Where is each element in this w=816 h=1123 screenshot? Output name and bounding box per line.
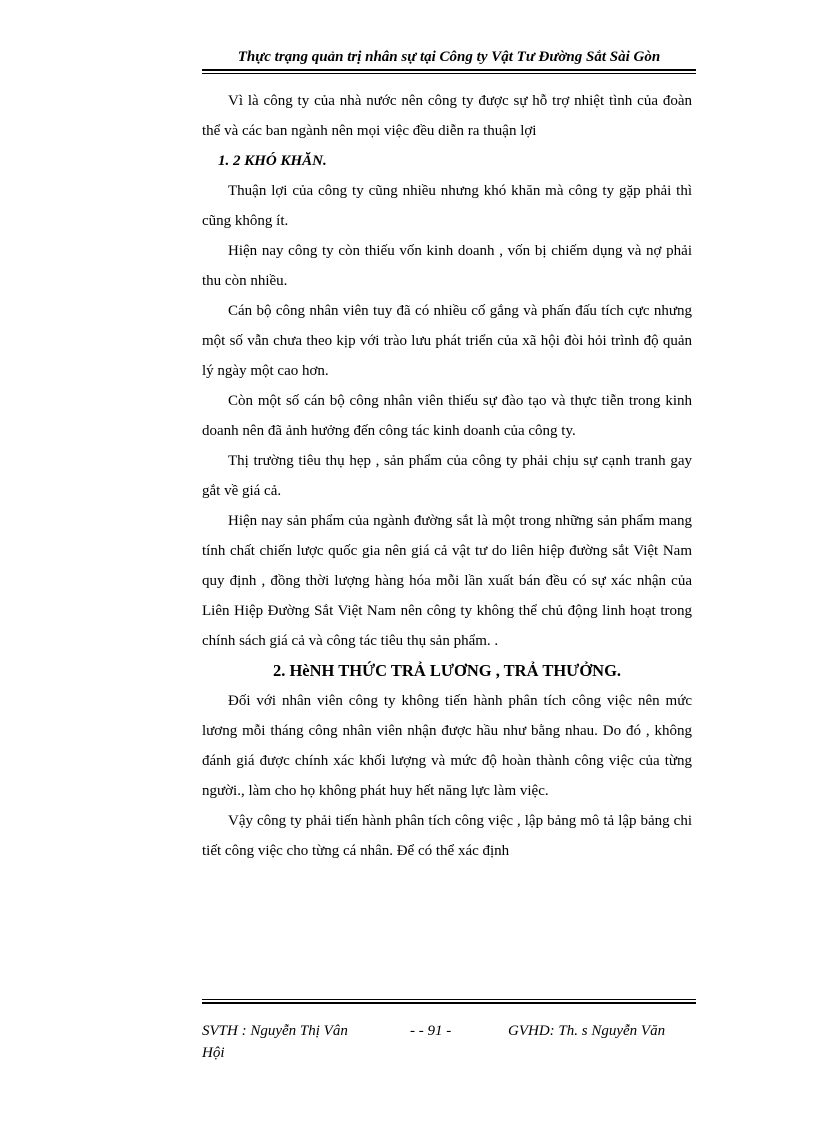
paragraph: Thuận lợi của công ty cũng nhiều nhưng khó khăn mà công ty gặp phải thì cũng không ít. bbox=[202, 183, 692, 229]
paragraph: Còn một số cán bộ công nhân viên thiếu sự đào tạo và thực tiễn trong kinh doanh nên đã ảnh hưởng đến công tác kinh doanh của công ty. bbox=[202, 393, 692, 439]
paragraph: Vậy công ty phải tiến hành phân tích công việc , lập bảng mô tả lập bảng chi tiết công việc cho từng cá nhân. Để có thể xác định bbox=[202, 813, 692, 859]
paragraph: Thị trường tiêu thụ hẹp , sản phẩm của công ty phải chịu sự cạnh tranh gay gắt về giá cả. bbox=[202, 453, 692, 499]
footer-page-number: - - 91 - bbox=[410, 1023, 452, 1039]
paragraph: Cán bộ công nhân viên tuy đã có nhiều cố gắng và phấn đấu tích cực nhưng một số vẫn chưa theo kịp với trào lưu phát triển của xã hội đòi hỏi trình độ quản lý ngày một cao hơn. bbox=[202, 303, 692, 379]
running-header-title: Thực trạng quản trị nhân sự tại Công ty Vật Tư Đường Sắt Sài Gòn bbox=[237, 49, 661, 65]
page-body bbox=[202, 86, 692, 866]
footer-rule-thin bbox=[202, 999, 696, 1000]
footer-rule-thick bbox=[202, 1002, 696, 1004]
section-heading-2: 2. HèNH THỨC TRẢ LƯƠNG , TRẢ THƯỞNG. bbox=[272, 661, 622, 680]
paragraph: Hiện nay sản phẩm của ngành đường sắt là một trong những sản phẩm mang tính chất chiến lược quốc gia nên giá cả vật tư do liên hiệp đường sắt Việt Nam quy định , đồng thời lượng hàng hóa mỗi lần xuất bán đều có sự xác nhận của Liên Hiệp Đường Sắt Việt Nam nên công ty không thể chủ động linh hoạt trong chính sách giá cả và công tác tiêu thụ sản phẩm. . bbox=[202, 513, 692, 649]
header-rule-thin bbox=[202, 73, 696, 74]
section-heading-1-2: 1. 2 KHÓ KHĂN. bbox=[218, 153, 327, 169]
footer-advisor: GVHD: Th. s Nguyễn Văn bbox=[508, 1023, 666, 1039]
footer-student: SVTH : Nguyễn Thị Vân Hội bbox=[202, 1023, 348, 1061]
paragraph: Hiện nay công ty còn thiếu vốn kinh doanh , vốn bị chiếm dụng và nợ phải thu còn nhiều. bbox=[202, 243, 692, 289]
paragraph: Vì là công ty của nhà nước nên công ty được sự hỗ trợ nhiệt tình của đoàn thể và các ban ngành nên mọi việc đều diễn ra thuận lợi bbox=[202, 93, 692, 139]
header-rule-thick bbox=[202, 69, 696, 71]
paragraph: Đối với nhân viên công ty không tiến hành phân tích công việc nên mức lương mỗi tháng công nhân viên nhận được hầu như bằng nhau. Do đó , không đánh giá được chính xác khối lượng và mức độ hoàn thành công việc của từng người., làm cho họ không phát huy hết năng lực làm việc. bbox=[202, 693, 692, 799]
